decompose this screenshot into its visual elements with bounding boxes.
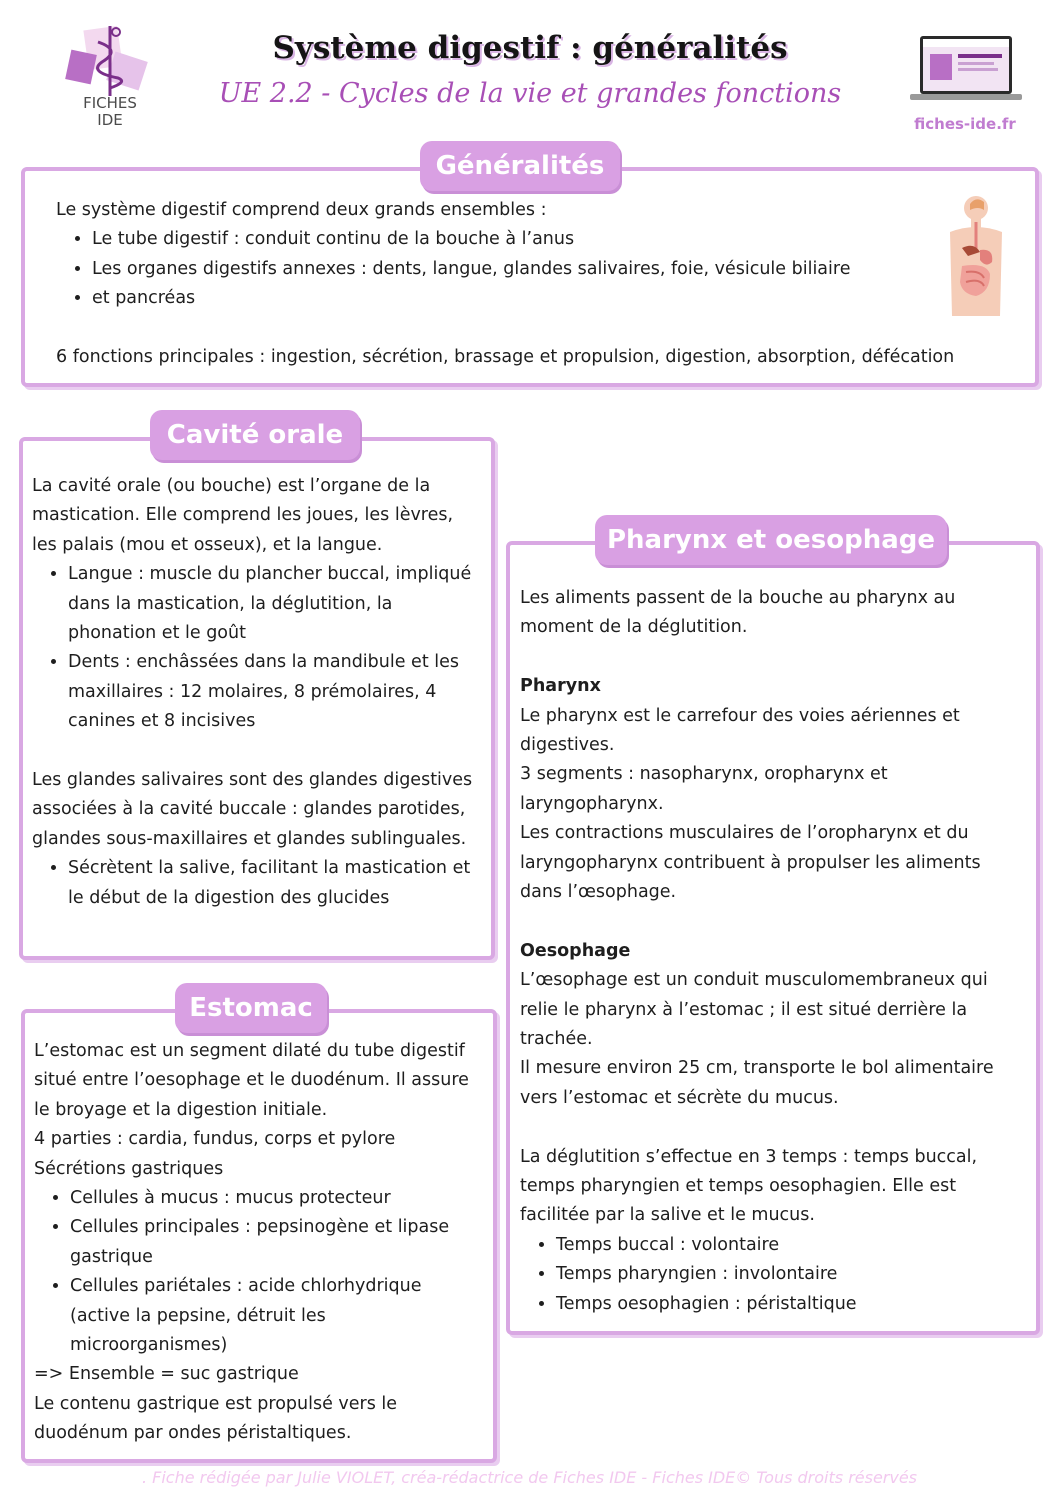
generalites-functions: 6 fonctions principales : ingestion, sécrétion, brassage et propulsion, digestion, absorption, défécation: [56, 347, 955, 368]
list-item: • Les organes digestifs annexes : dents, langue, glandes salivaires, foie, vésicule biliaire: [92, 255, 956, 284]
generalites-content: [56, 196, 956, 372]
cavite-paragraph: Les glandes salivaires sont des glandes digestives associées à la cavité buccale : glandes parotides, glandes sous-maxillaires et glandes sublinguales.: [32, 770, 473, 849]
page-title: Système digestif : généralités: [272, 30, 788, 66]
list-item: • Cellules pariétales : acide chlorhydrique (active la pepsine, détruit les microorganismes): [70, 1272, 484, 1360]
footer-credit: . Fiche rédigée par Julie VIOLET, créa-rédactrice de Fiches IDE - Fiches IDE© Tous droits réservés: [141, 1468, 918, 1487]
pharynx-paragraph: L’œsophage est un conduit musculomembraneux qui relie le pharynx à l’estomac ; il est situé derrière la trachée.: [520, 970, 988, 1050]
list-item: • Cellules principales : pepsinogène et lipase gastrique: [70, 1213, 484, 1272]
estomac-paragraph: => Ensemble = suc gastrique: [34, 1364, 299, 1385]
list-item: • Le tube digestif : conduit continu de la bouche à l’anus: [92, 225, 956, 254]
estomac-paragraph: Le contenu gastrique est propulsé vers le duodénum par ondes péristaltiques.: [34, 1393, 398, 1444]
pharynx-paragraph: Il mesure environ 25 cm, transporte le bol alimentaire vers l’estomac et sécrète du mucus.: [520, 1058, 994, 1108]
logo-text: FICHES IDE: [83, 94, 137, 129]
site-link[interactable]: fiches-ide.fr: [914, 115, 1016, 133]
list-item: • Dents : enchâssées dans la mandibule et les maxillaires : 12 molaires, 8 prémolaires, 4 canines et 8 incisives: [68, 648, 480, 736]
generalites-heading: Généralités: [420, 141, 620, 191]
cavite-heading: Cavité orale: [150, 410, 360, 460]
pharynx-paragraph: Le pharynx est le carrefour des voies aériennes et digestives.: [520, 705, 960, 756]
pharynx-paragraph: 3 segments : nasopharynx, oropharynx et laryngopharynx.: [520, 764, 888, 814]
pharynx-content: [520, 584, 1020, 1319]
list-item: • Temps pharyngien : involontaire: [556, 1260, 1020, 1289]
list-item: • Langue : muscle du plancher buccal, impliqué dans la mastication, la déglutition, la phonation et le goût: [68, 560, 480, 648]
estomac-paragraph: L’estomac est un segment dilaté du tube digestif situé entre l’oesophage et le duodénum. Il assure le broyage et la digestion initiale.: [34, 1041, 469, 1120]
estomac-heading: Estomac: [175, 983, 327, 1033]
generalites-intro: Le système digestif comprend deux grands ensembles :: [56, 200, 547, 220]
list-item: • Sécrètent la salive, facilitant la mastication et le début de la digestion des glucides: [68, 854, 480, 913]
list-item: • et pancréas: [92, 284, 956, 313]
page-subtitle: UE 2.2 - Cycles de la vie et grandes fonctions: [218, 78, 842, 109]
estomac-content: [34, 1037, 484, 1449]
estomac-paragraph: Sécrétions gastriques: [34, 1158, 224, 1179]
caduceus-logo-icon: [58, 22, 162, 102]
pharynx-paragraph: Les aliments passent de la bouche au pharynx au moment de la déglutition.: [520, 588, 956, 638]
list-item: • Cellules à mucus : mucus protecteur: [70, 1184, 484, 1213]
pharynx-paragraph: Les contractions musculaires de l’oropharynx et du laryngopharynx contribuent à propulser les aliments dans l’œsophage.: [520, 823, 981, 903]
cavite-content: [32, 472, 480, 913]
pharynx-heading: Pharynx et oesophage: [595, 515, 947, 565]
pharynx-subheading: Pharynx: [520, 676, 601, 697]
list-item: • Temps buccal : volontaire: [556, 1231, 1020, 1260]
pharynx-paragraph: La déglutition s’effectue en 3 temps : temps buccal, temps pharyngien et temps oesophagien. Elle est facilitée par la salive et le mucus.: [520, 1146, 978, 1226]
estomac-paragraph: 4 parties : cardia, fundus, corps et pylore: [34, 1129, 396, 1150]
oesophage-subheading: Oesophage: [520, 940, 631, 961]
cavite-paragraph: La cavité orale (ou bouche) est l’organe de la mastication. Elle comprend les joues, les lèvres, les palais (mou et osseux), et la langue.: [32, 476, 454, 555]
laptop-preview-icon: [910, 34, 1022, 104]
list-item: • Temps oesophagien : péristaltique: [556, 1290, 1020, 1319]
digestive-system-illustration: [940, 192, 1010, 320]
